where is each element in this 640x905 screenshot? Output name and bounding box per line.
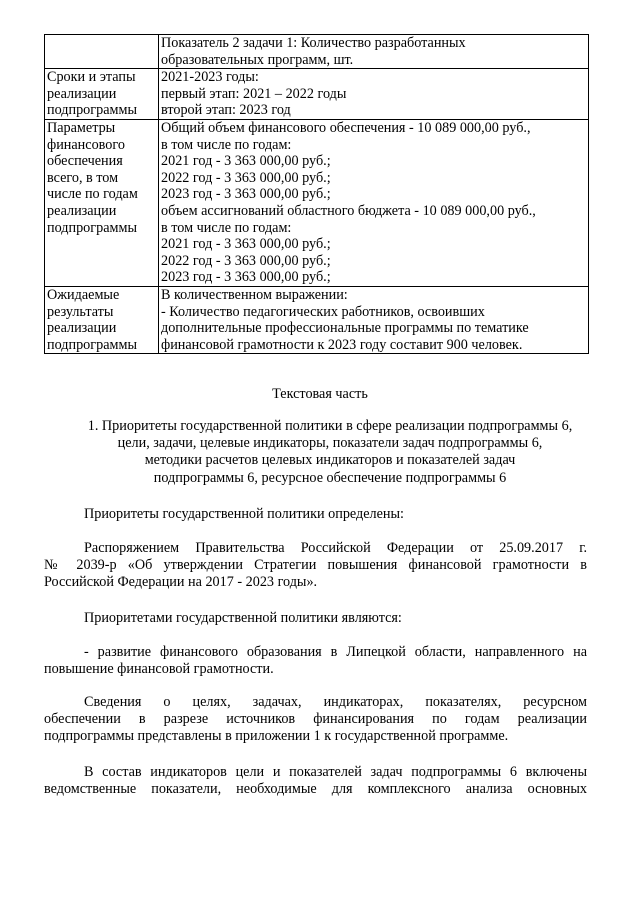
value-line: финансовой грамотности к 2023 году составит 900 человек.	[161, 336, 523, 353]
label-line: подпрограммы	[47, 336, 137, 353]
paragraph-line: обеспечении в разрезе источников финансирования по годам реализации	[44, 710, 587, 727]
value-line: первый этап: 2021 – 2022 годы	[161, 85, 347, 102]
label-line: реализации	[47, 85, 117, 102]
paragraph-government-decree	[44, 540, 587, 590]
heading-line: цели, задачи, целевые индикаторы, показатели задач подпрограммы 6,	[117, 435, 543, 452]
table-row	[45, 69, 589, 120]
heading-line: 1. Приоритеты государственной политики в сфере реализации подпрограммы 6,	[87, 418, 573, 434]
value-line: В количественном выражении:	[161, 286, 348, 303]
label-line: подпрограммы	[47, 219, 137, 236]
label-line: подпрограммы	[47, 102, 137, 119]
section-title: Текстовая часть	[272, 386, 368, 402]
paragraph-goals-info	[44, 694, 587, 744]
heading-line: подпрограммы 6, ресурсное обеспечение подпрограммы 6	[153, 469, 507, 486]
value-line: - Количество педагогических работников, освоивших	[161, 303, 485, 320]
value-line: 2022 год - 3 363 000,00 руб.;	[161, 169, 331, 186]
row-value	[159, 119, 589, 286]
label-line: обеспечения	[47, 153, 123, 170]
paragraph-line: Приоритетами государственной политики являются:	[84, 610, 402, 626]
paragraph-line: № 2039-р «Об утверждении Стратегии повышения финансовой грамотности в	[44, 556, 587, 573]
value-line: второй этап: 2023 год	[161, 102, 291, 119]
value-line: 2021-2023 годы:	[161, 69, 259, 86]
table-row	[45, 35, 589, 69]
paragraph-indicators	[44, 764, 587, 798]
paragraph-line: Российской Федерации на 2017 - 2023 годы».	[44, 573, 318, 590]
heading-line: методики расчетов целевых индикаторов и показателей задач	[144, 452, 516, 469]
paragraph-line: подпрограммы представлены в приложении 1 к государственной программе.	[44, 727, 509, 744]
label-line: Сроки и этапы	[47, 69, 136, 86]
value-line: 2023 год - 3 363 000,00 руб.;	[161, 269, 331, 286]
paragraph-line: В состав индикаторов цели и показателей задач подпрограммы 6 включены	[84, 764, 587, 780]
label-line: реализации	[47, 320, 117, 337]
value-line: Общий объем финансового обеспечения - 10 089 000,00 руб.,	[161, 119, 531, 136]
paragraph-line: - развитие финансового образования в Липецкой области, направленного на	[84, 644, 587, 660]
paragraph-line: Распоряжением Правительства Российской Федерации от 25.09.2017 г.	[84, 540, 587, 556]
table-row	[45, 119, 589, 286]
label-line: числе по годам	[47, 186, 138, 203]
row-label	[45, 119, 159, 286]
paragraph-line: ведомственные показатели, необходимые для комплексного анализа основных	[44, 780, 587, 797]
row-label	[45, 69, 159, 120]
paragraph-financial-education	[44, 644, 587, 678]
label-line: результаты	[47, 303, 114, 320]
value-line: в том числе по годам:	[161, 219, 292, 236]
value-line: 2021 год - 3 363 000,00 руб.;	[161, 236, 331, 253]
row-value	[159, 69, 589, 120]
value-line: дополнительные профессиональные программы по тематике	[161, 320, 529, 337]
value-line: в том числе по годам:	[161, 136, 292, 153]
row-label	[45, 286, 159, 353]
paragraph-priorities-are	[44, 610, 587, 627]
paragraph-line: Приоритеты государственной политики определены:	[84, 506, 404, 522]
value-line: 2023 год - 3 363 000,00 руб.;	[161, 186, 331, 203]
value-line: образовательных программ, шт.	[161, 51, 354, 68]
row-label	[45, 35, 159, 69]
paragraph-line: повышение финансовой грамотности.	[44, 660, 274, 677]
label-line: всего, в том	[47, 169, 119, 186]
subprogram-passport-table	[44, 34, 589, 354]
row-value	[159, 286, 589, 353]
label-line: реализации	[47, 202, 117, 219]
paragraph-priorities-defined	[44, 506, 587, 523]
value-line: Показатель 2 задачи 1: Количество разработанных	[161, 35, 466, 51]
value-line: 2022 год - 3 363 000,00 руб.;	[161, 252, 331, 269]
label-line: финансового	[47, 136, 125, 153]
label-line: Ожидаемые	[47, 286, 120, 303]
table-row	[45, 286, 589, 353]
value-line: объем ассигнований областного бюджета - 10 089 000,00 руб.,	[161, 202, 536, 219]
value-line: 2021 год - 3 363 000,00 руб.;	[161, 153, 331, 170]
label-line: Параметры	[47, 119, 116, 136]
row-value	[159, 35, 589, 69]
section-heading	[60, 418, 600, 487]
paragraph-line: Сведения о целях, задачах, индикаторах, показателях, ресурсном	[84, 694, 587, 710]
